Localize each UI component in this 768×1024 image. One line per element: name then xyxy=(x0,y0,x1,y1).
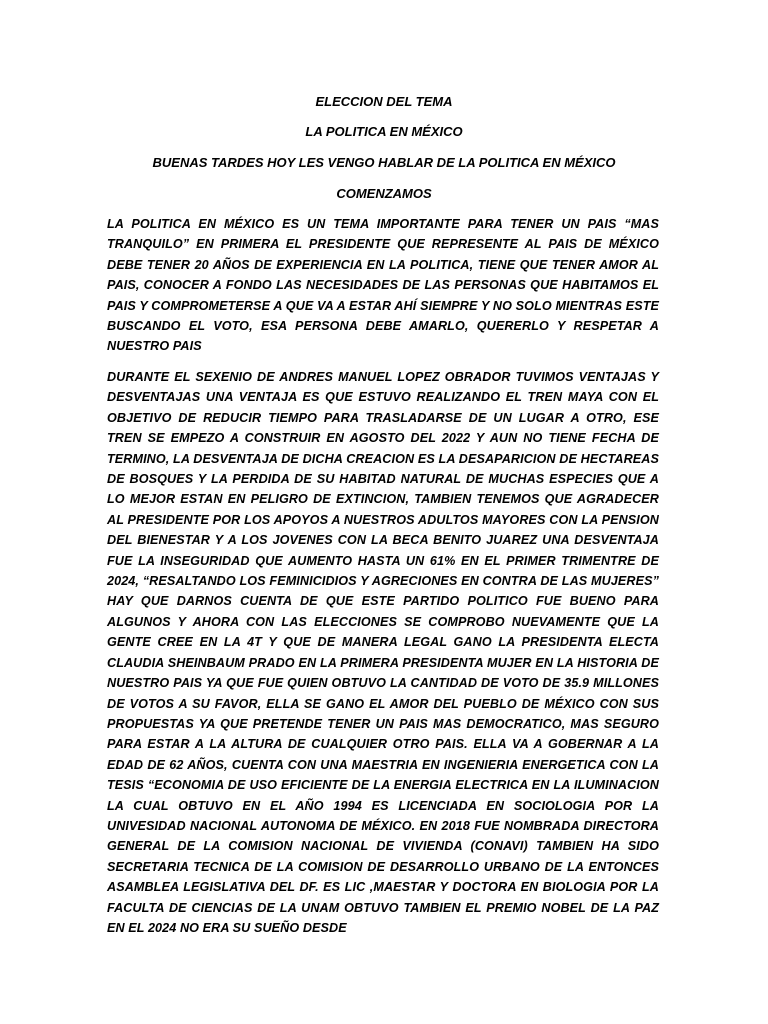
start-heading: COMENZAMOS xyxy=(336,186,432,201)
paragraph-2: DURANTE EL SEXENIO DE ANDRES MANUEL LOPEZ OBRADOR TUVIMOS VENTAJAS Y DESVENTAJAS UNA VENTAJA ES QUE ESTUVO REALIZANDO EL TREN MAYA CON EL OBJETIVO DE REDUCIR TIEMPO PARA TRASLADARSE DE UN LUGAR A OTRO, ESE TREN SE EMPEZO A CONSTRUIR EN AGOSTO DEL 2022 Y AUN NO TIENE FECHA DE TERMINO, LA DESVENTAJA DE DICHA CREACION ES LA DESAPARICION DE HECTAREAS DE BOSQUES Y LA PERDIDA DE SU HABITAD NATURAL DE MUCHAS ESPECIES QUE A LO MEJOR ESTAN EN PELIGRO DE EXTINCION, TAMBIEN TENEMOS QUE AGRADECER AL PRESIDENTE POR LOS APOYOS A NUESTROS ADULTOS MAYORES CON LA PENSION DEL BIENESTAR Y A LOS JOVENES CON LA BECA BENITO JUAREZ UNA DESVENTAJA FUE LA INSEGURIDAD QUE AUMENTO HASTA UN 61% EN EL PRIMER TRIMENTRE DE 2024, “RESALTANDO LOS FEMINICIDIOS Y AGRECIONES EN CONTRA DE LAS MUJERES” HAY QUE DARNOS CUENTA DE QUE ESTE PARTIDO POLITICO FUE BUENO PARA ALGUNOS Y AHORA CON LAS ELECCIONES SE COMPROBO NUEVAMENTE QUE LA GENTE CREE EN LA 4T Y QUE DE MANERA LEGAL GANO LA PRESIDENTA ELECTA CLAUDIA SHEINBAUM PRADO EN LA PRIMERA PRESIDENTA MUJER EN LA HISTORIA DE NUESTRO PAIS YA QUE FUE QUIEN OBTUVO LA CANTIDAD DE VOTO DE 35.9 MILLONES DE VOTOS A SU FAVOR, ELLA SE GANO EL AMOR DEL PUEBLO DE MÉXICO CON SUS PROPUESTAS YA QUE PRETENDE TENER UN PAIS MAS DEMOCRATICO, MAS SEGURO PARA ESTAR A LA ALTURA DE CUALQUIER OTRO PAIS. ELLA VA A GOBERNAR A LA EDAD DE 62 AÑOS, CUENTA CON UNA MAESTRIA EN INGENIERIA ENERGETICA CON LA TESIS “ECONOMIA DE USO EFICIENTE DE LA ENERGIA ELECTRICA EN LA ILUMINACION LA CUAL OBTUVO EN EL AÑO 1994 ES LICENCIADA EN SOCIOLOGIA POR LA UNIVESIDAD NACIONAL AUTONOMA DE MÉXICO. EN 2018 FUE NOMBRADA DIRECTORA GENERAL DE LA COMISION NACIONAL DE VIVIENDA (CONAVI) TAMBIEN HA SIDO SECRETARIA TECNICA DE LA COMISION DE DESARROLLO URBANO DE LA ENTONCES ASAMBLEA LEGISLATIVA DEL DF. ES LIC ,MAESTAR Y DOCTORA EN BIOLOGIA POR LA FACULTA DE CIENCIAS DE LA UNAM OBTUVO TAMBIEN EL PREMIO NOBEL DE LA PAZ EN EL 2024 NO ERA SU SUEÑO DESDE xyxy=(107,370,659,935)
document-title: LA POLITICA EN MÉXICO xyxy=(305,124,463,139)
topic-label-heading: ELECCION DEL TEMA xyxy=(315,94,453,109)
greeting-heading: BUENAS TARDES HOY LES VENGO HABLAR DE LA POLITICA EN MÉXICO xyxy=(152,155,616,170)
paragraph-1: LA POLITICA EN MÉXICO ES UN TEMA IMPORTANTE PARA TENER UN PAIS “MAS TRANQUILO” EN PRIMERA EL PRESIDENTE QUE REPRESENTE AL PAIS DE MÉXICO DEBE TENER 20 AÑOS DE EXPERIENCIA EN LA POLITICA, TIENE QUE TENER AMOR AL PAIS, CONOCER A FONDO LAS NECESIDADES DE LAS PERSONAS QUE HABITAMOS EL PAIS Y COMPROMETERSE A QUE VA A ESTAR AHÍ SIEMPRE Y NO SOLO MIENTRAS ESTE BUSCANDO EL VOTO, ESA PERSONA DEBE AMARLO, QUERERLO Y RESPETAR A NUESTRO PAIS xyxy=(107,217,659,354)
